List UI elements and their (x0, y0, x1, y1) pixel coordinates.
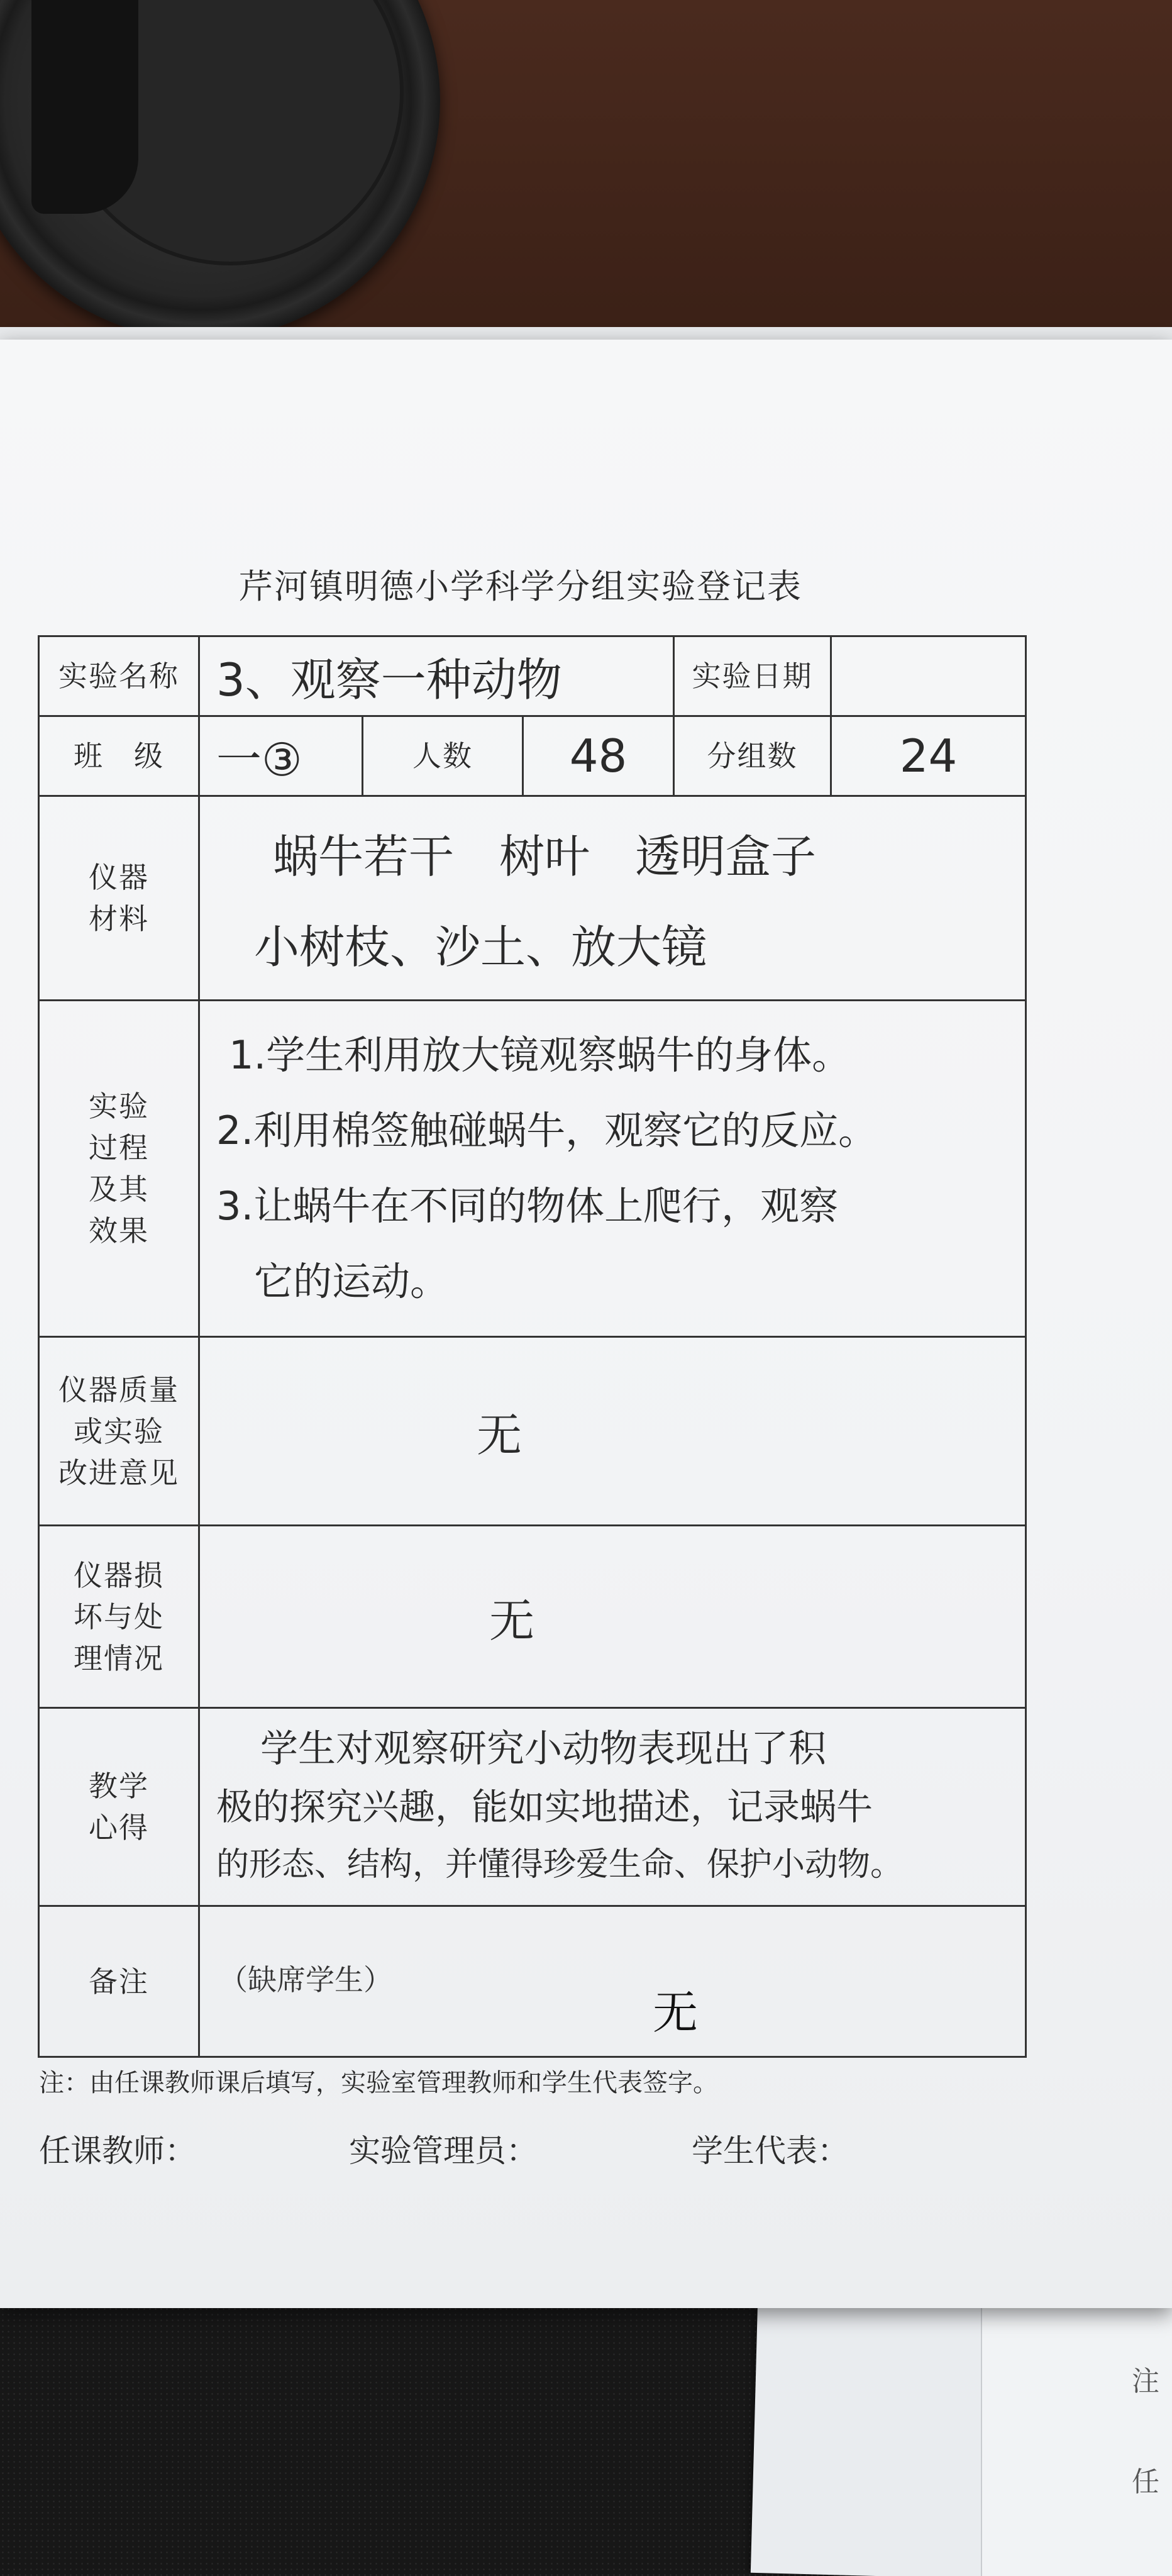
row-process (39, 1001, 1026, 1337)
label-line: 改进意见 (58, 1455, 179, 1490)
form-title: 芹河镇明德小学科学分组实验登记表 (239, 567, 802, 606)
experiment-record-table (38, 635, 1027, 2058)
label-line: 仪器损 (74, 1558, 164, 1592)
remarks-hint: （缺席学生） (219, 1963, 392, 1997)
materials-line: 蜗牛若干 树叶 透明盒子 (273, 830, 817, 883)
label-line: 理情况 (74, 1641, 164, 1675)
under-sheet-glyph: 注 (1132, 2365, 1159, 2397)
label-line: 仪器质量 (58, 1372, 179, 1407)
form-footnote: 注：由任课教师课后填写，实验室管理教师和学生代表签字。 (39, 2068, 718, 2097)
value-quality: 无 (199, 1337, 1026, 1526)
grommet-slot (31, 0, 138, 214)
reflection-line: 学生对观察研究小动物表现出了积 (260, 1727, 826, 1771)
under-sheet-glyph: 任 (1132, 2466, 1159, 2498)
value-headcount: 48 (523, 716, 674, 796)
label-line: 坏与处 (74, 1599, 164, 1634)
value-process (199, 1001, 1026, 1337)
process-step: 1.学生利用放大镜观察蜗牛的身体。 (229, 1032, 851, 1078)
value-damage: 无 (199, 1526, 1026, 1708)
row-experiment-name (39, 636, 1026, 716)
row-remarks (39, 1906, 1026, 2057)
process-step: 2.利用棉签触碰蜗牛，观察它的反应。 (216, 1108, 878, 1153)
reflection-line: 的形态、结构，并懂得珍爱生命、保护小动物。 (216, 1846, 904, 1884)
label-experiment-name: 实验名称 (39, 636, 199, 716)
label-materials (39, 796, 199, 1001)
label-line: 过程 (89, 1131, 149, 1165)
label-experiment-date: 实验日期 (674, 636, 831, 716)
row-quality (39, 1337, 1026, 1526)
label-quality (39, 1337, 199, 1526)
label-line: 心得 (89, 1811, 149, 1845)
row-reflection (39, 1708, 1026, 1906)
label-reflection (39, 1708, 199, 1906)
value-experiment-name: 3、观察一种动物 (199, 636, 674, 716)
materials-line: 小树枝、沙土、放大镜 (254, 921, 707, 974)
label-line: 效果 (89, 1214, 149, 1248)
label-line: 或实验 (74, 1414, 164, 1448)
label-class: 班 级 (39, 716, 199, 796)
value-group-count: 24 (831, 716, 1026, 796)
signature-lab-manager: 实验管理员： (349, 2133, 538, 2169)
label-group-count: 分组数 (674, 716, 831, 796)
reflection-line: 极的探究兴趣，能如实地描述，记录蜗牛 (216, 1785, 873, 1828)
signature-student-rep: 学生代表： (692, 2133, 849, 2169)
value-remarks: 无 (653, 1986, 699, 2039)
row-materials (39, 796, 1026, 1001)
value-class: 一③ (199, 716, 363, 796)
value-remarks-cell (199, 1906, 1026, 2057)
label-line: 及其 (89, 1172, 149, 1206)
label-line: 仪器 (89, 860, 149, 894)
label-process (39, 1001, 199, 1337)
value-experiment-date (831, 636, 1026, 716)
label-line: 材料 (89, 902, 149, 936)
signature-teacher: 任课教师： (39, 2133, 196, 2169)
label-line: 教学 (89, 1769, 149, 1803)
value-reflection (199, 1708, 1026, 1906)
row-class-info (39, 716, 1026, 796)
label-line: 实验 (89, 1089, 149, 1123)
paper-stack-top (981, 2289, 1172, 2576)
label-damage (39, 1526, 199, 1708)
process-step: 3.让蜗牛在不同的物体上爬行，观察 (216, 1183, 839, 1229)
label-headcount: 人数 (363, 716, 523, 796)
label-remarks: 备注 (39, 1906, 199, 2057)
row-damage (39, 1526, 1026, 1708)
process-step: 它的运动。 (254, 1258, 450, 1304)
value-materials (199, 796, 1026, 1001)
